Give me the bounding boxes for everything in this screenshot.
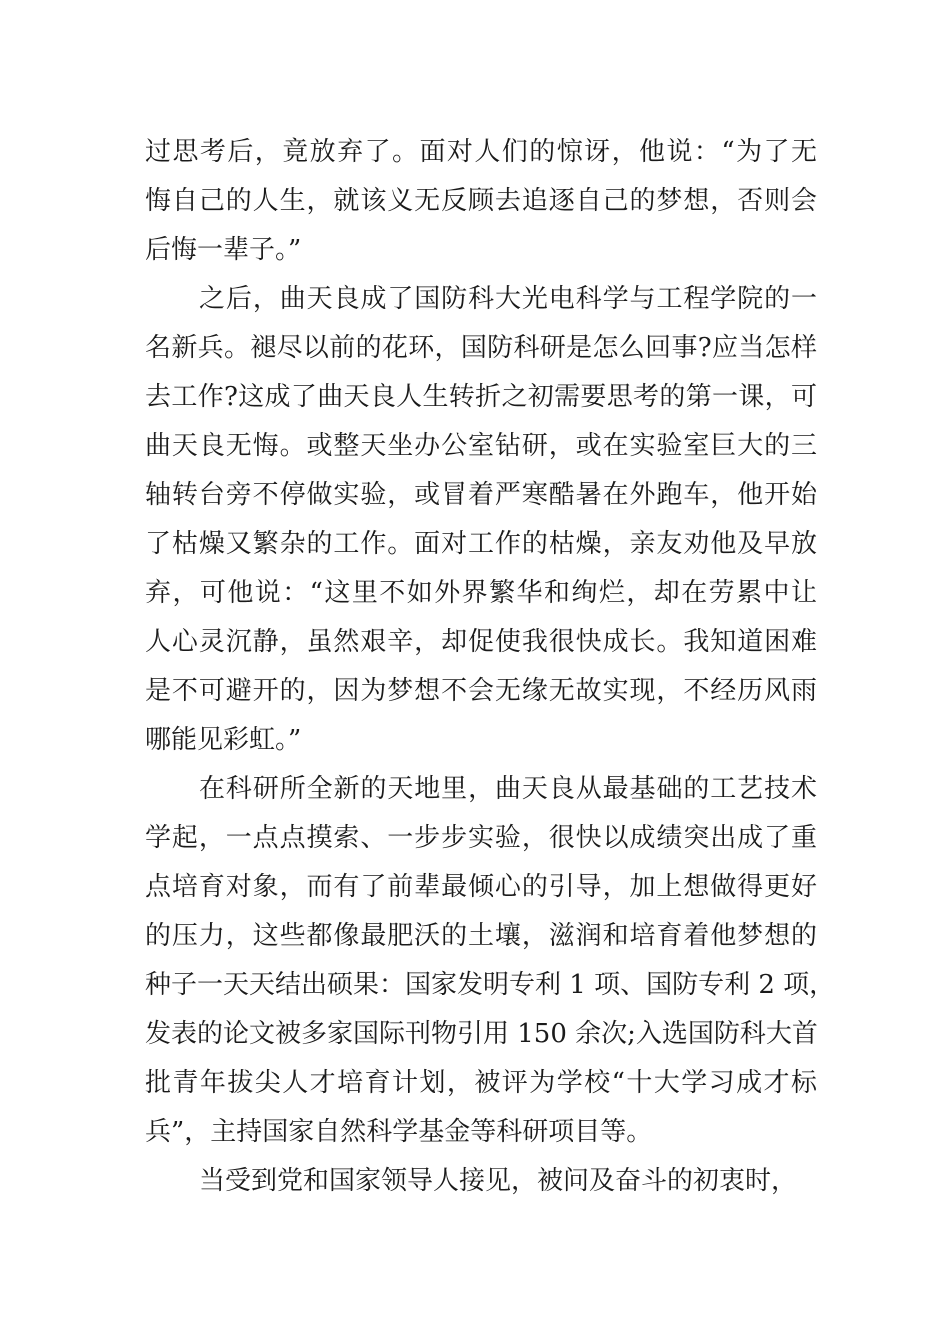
text-line: 学起，一点点摸索、一步步实验，很快以成绩突出成了重	[145, 823, 817, 853]
text-line: 之后，曲天良成了国防科大光电科学与工程学院的一	[199, 284, 817, 314]
text-line: 后悔一辈子。”	[145, 235, 302, 265]
text-line: 弃，可他说：“这里不如外界繁华和绚烂，却在劳累中让	[145, 578, 817, 608]
text-line: 人心灵沉静，虽然艰辛，却促使我很快成长。我知道困难	[145, 627, 817, 657]
text-line: 兵”，主持国家自然科学基金等科研项目等。	[145, 1117, 653, 1147]
text-line: 名新兵。褪尽以前的花环，国防科研是怎么回事?应当怎样	[145, 333, 817, 363]
text-line: 了枯燥又繁杂的工作。面对工作的枯燥，亲友劝他及早放	[145, 529, 817, 559]
text-line: 曲天良无悔。或整天坐办公室钻研，或在实验室巨大的三	[145, 431, 817, 461]
text-line: 轴转台旁不停做实验，或冒着严寒酷暑在外跑车，他开始	[145, 480, 817, 510]
paragraph	[145, 1157, 817, 1206]
text-line: 当受到党和国家领导人接见，被问及奋斗的初衷时，	[199, 1166, 798, 1196]
text-line: 发表的论文被多家国际刊物引用 150 余次;入选国防科大首	[145, 1019, 818, 1049]
text-line: 在科研所全新的天地里，曲天良从最基础的工艺技术	[199, 774, 817, 804]
paragraph	[145, 128, 817, 275]
paragraph	[145, 275, 817, 765]
text-line: 去工作?这成了曲天良人生转折之初需要思考的第一课，可	[145, 382, 817, 412]
text-line: 种子一天天结出硕果：国家发明专利 1 项、国防专利 2 项，	[145, 970, 836, 1000]
text-line: 悔自己的人生，就该义无反顾去追逐自己的梦想，否则会	[145, 186, 817, 216]
text-line: 批青年拔尖人才培育计划，被评为学校“十大学习成才标	[145, 1068, 817, 1098]
text-line: 过思考后，竟放弃了。面对人们的惊讶，他说：“为了无	[145, 137, 817, 167]
paragraph	[145, 765, 836, 1157]
text-line: 的压力，这些都像最肥沃的土壤，滋润和培育着他梦想的	[145, 921, 817, 951]
document-body	[145, 128, 836, 1206]
text-line: 点培育对象，而有了前辈最倾心的引导，加上想做得更好	[145, 872, 817, 902]
text-line: 是不可避开的，因为梦想不会无缘无故实现，不经历风雨	[145, 676, 817, 706]
text-line: 哪能见彩虹。”	[145, 725, 302, 755]
